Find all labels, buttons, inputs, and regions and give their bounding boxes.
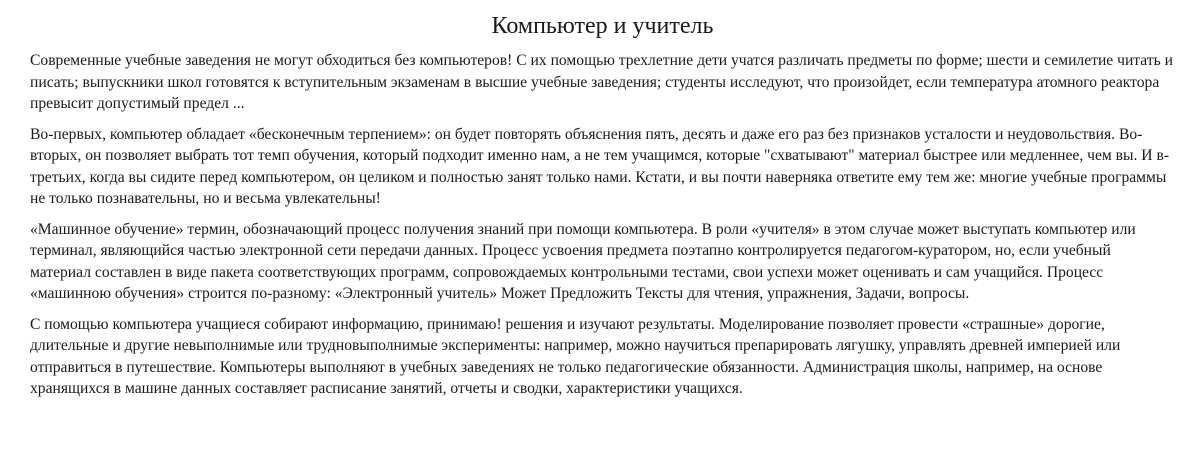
paragraph-1: Современные учебные заведения не могут обходиться без компьютеров! С их помощью трехлетние дети учатся различать предметы по форме; шести и семилетие читать и писать; выпускники школ готовятся к вступительным экзаменам в высшие учебные заведения; студенты исследуют, что произойдет, если температура атомного реактора превысит допустимый предел ... bbox=[30, 52, 1173, 112]
paragraph-4: С помощью компьютера учащиеся собирают информацию, принимаю! решения и изучают результаты. Моделирование позволяет провести «страшные» дорогие, длительные и другие невыполнимые или трудновыполнимые эксперименты: например, можно научиться препарировать лягушку, управлять древней империей или отправиться в путешествие. Компьютеры выполняют в учебных заведениях не только педагогические обязанности. Администрация школы, например, на основе хранящихся в машине данных составляет расписание занятий, отчеты и сводки, характеристики учащихся. bbox=[30, 315, 1121, 397]
document-page bbox=[30, 0, 1175, 409]
paragraph-2: Во-первых, компьютер обладает «бесконечным терпением»: он будет повторять объяснения пять, десять и даже его раз без признаков усталости и неудовольствия. Во-вторых, он позволяет выбрать тот темп обучения, который подходит именно нам, а не тем учащимся, которые "схватывают" материал быстрее или медленнее, чем вы. И в-третьих, когда вы сидите перед компьютером, он целиком и полностью занят только нами. Кстати, и вы почти наверняка ответите ему тем же: многие учебные программы не только познавательны, но и весьма увлекательны! bbox=[30, 125, 1170, 207]
page-title: Компьютер и учитель bbox=[491, 13, 714, 39]
paragraph-3: «Машинное обучение» термин, обозначающий процесс получения знаний при помощи компьютера. В роли «учителя» в этом случае может выступать компьютер или терминал, являющийся частью электронной сети передачи данных. Процесс усвоения предмета поэтапно контролируется педагогом-куратором, но, если учебный материал составлен в виде пакета соответствующих программ, сопровождаемых контрольными тестами, свои успехи может оценивать и сам учащийся. Процесс «машинною обучения» строится по-разному: «Электронный учитель» Может Предложить Тексты для чтения, упражнения, Задачи, вопросы. bbox=[30, 220, 1136, 302]
